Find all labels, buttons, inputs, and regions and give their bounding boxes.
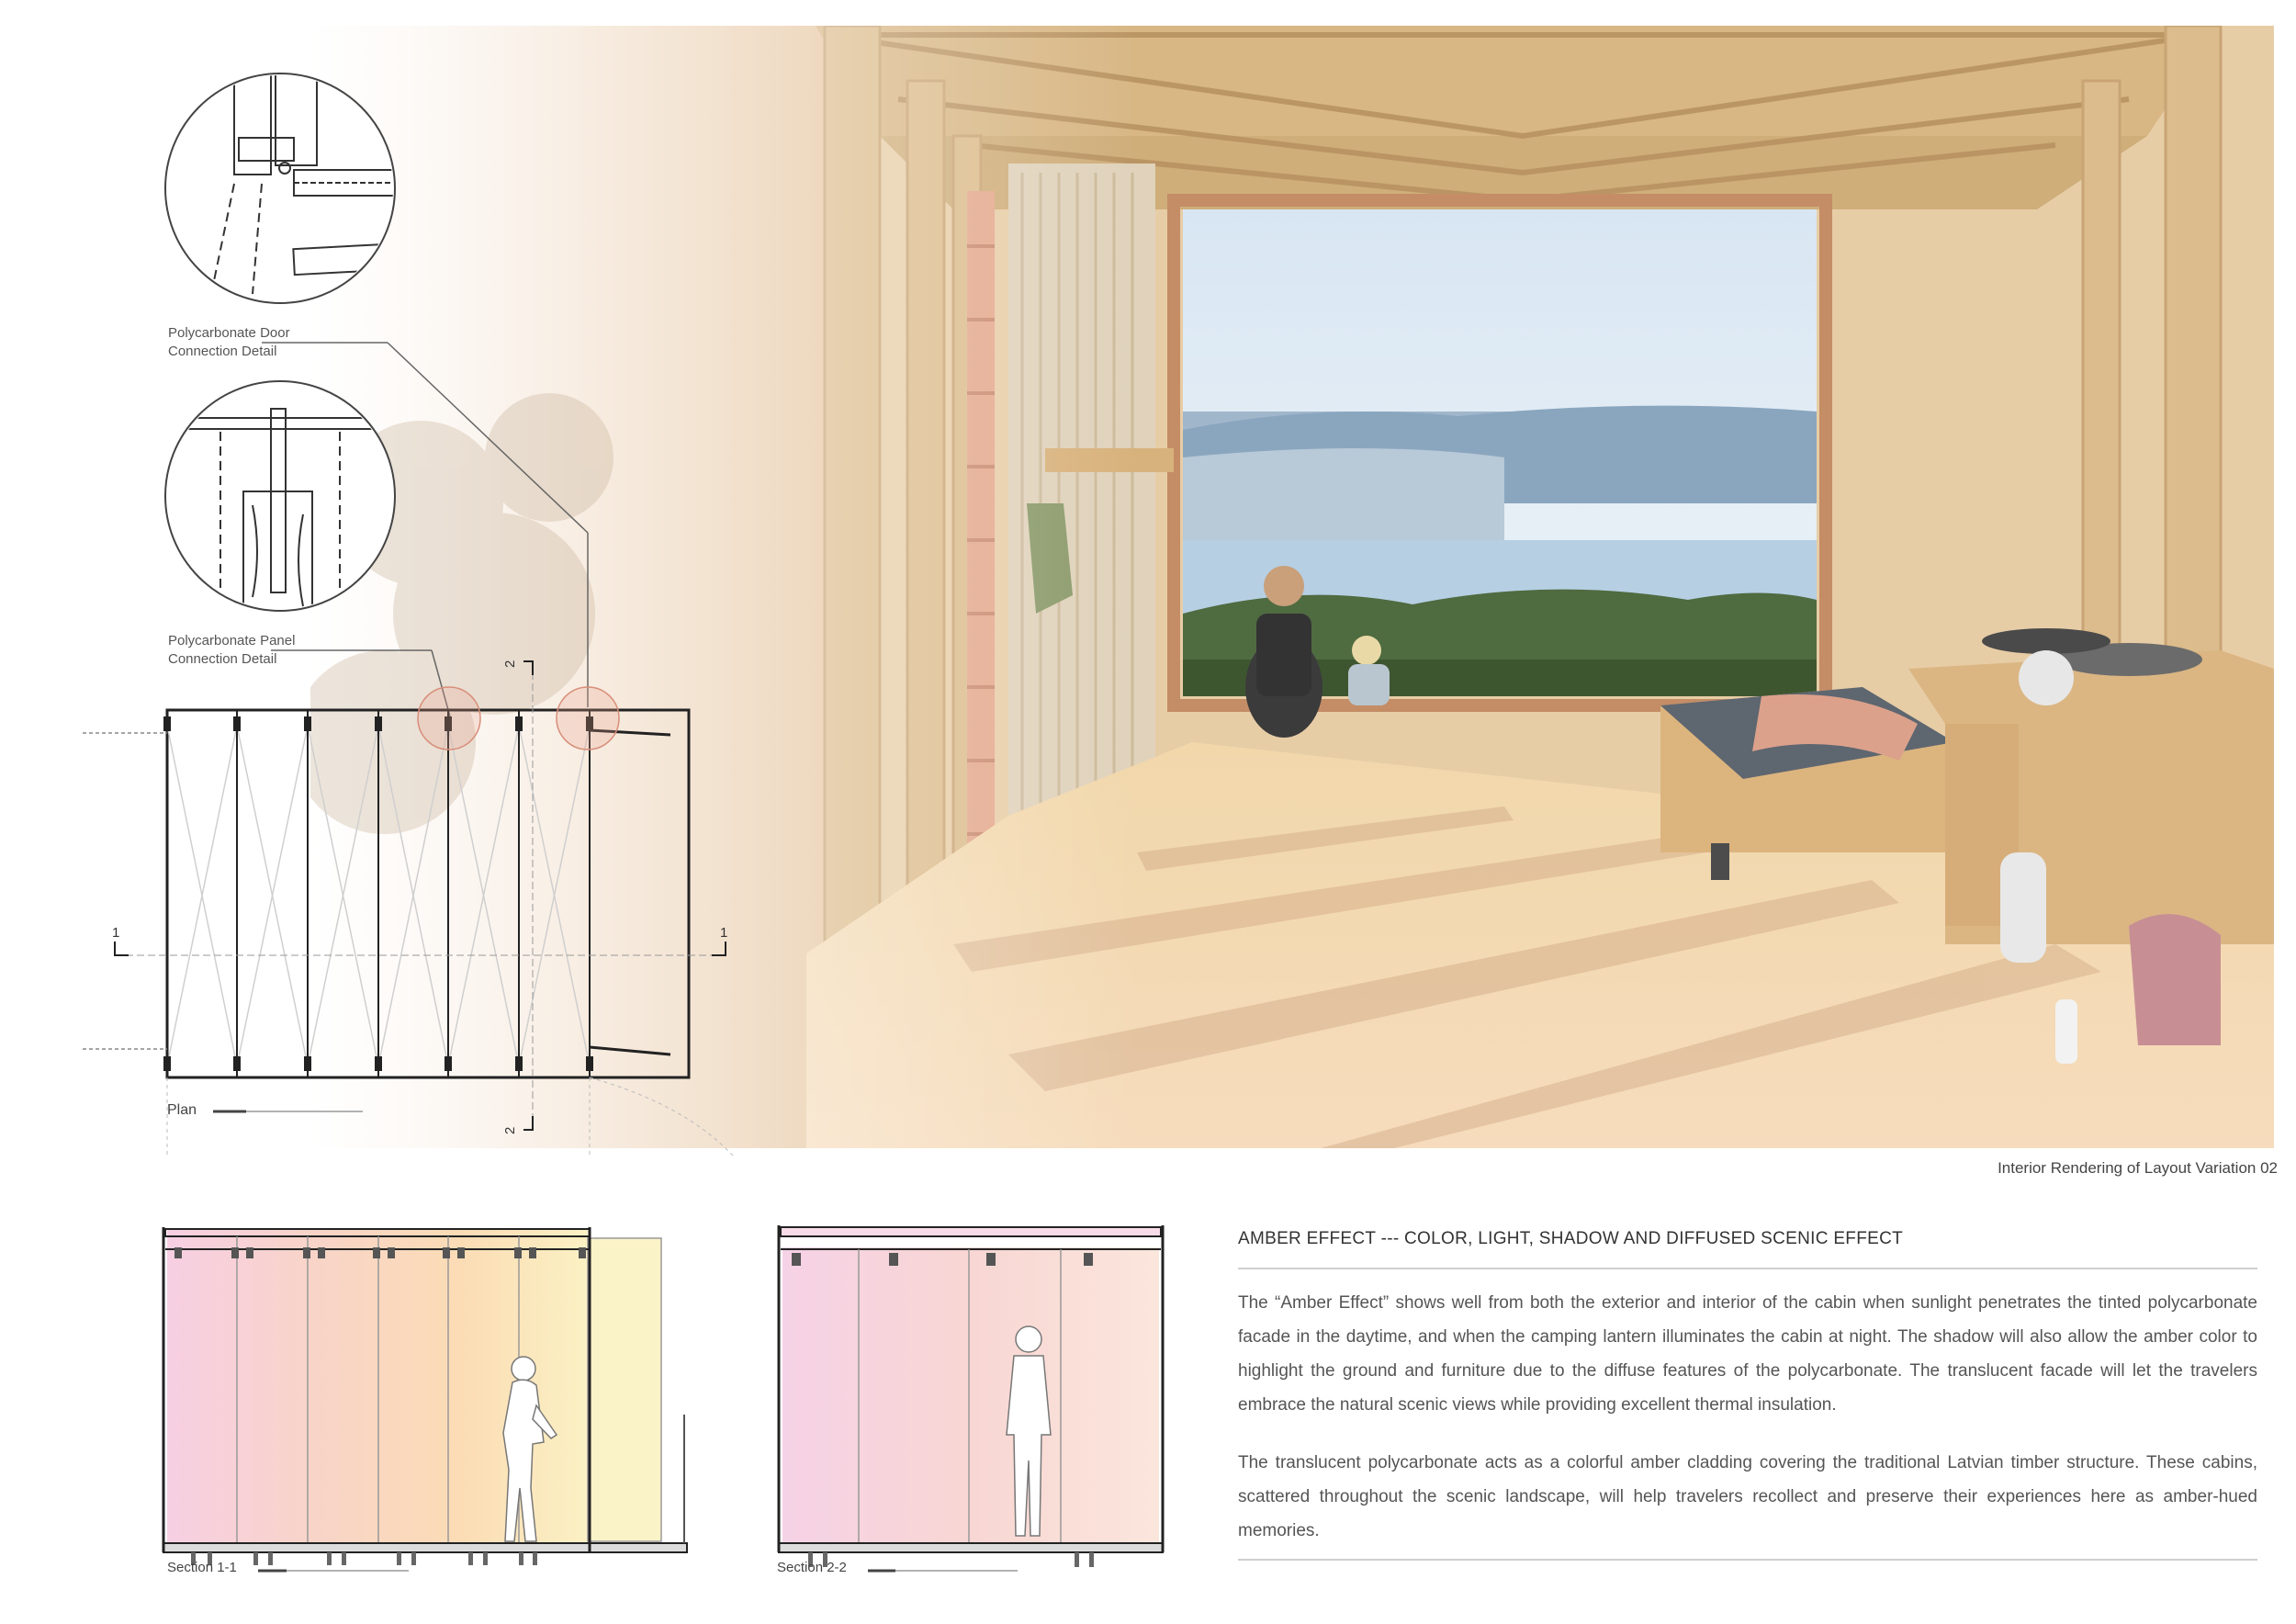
door-connection-detail [165, 73, 400, 303]
sections-drawing [147, 1194, 1176, 1598]
door-detail-label-1: Polycarbonate Door [168, 325, 290, 341]
section-mark-2-bottom: 2 [502, 1126, 518, 1134]
heading-divider [1238, 1268, 2257, 1269]
amber-effect-text-block [1238, 1229, 2257, 1561]
panel-detail-label-2: Connection Detail [168, 651, 277, 667]
paragraph-1: The “Amber Effect” shows well from both the exterior and interior of the cabin when sunlight penetrates the tinted polycarbonate facade in the daytime, and when the camping lantern illuminates the cabin at night. The shadow will also allow the amber color to highlight the ground and furniture due to the diffuse features of the polycarbonate. The translucent facade will let the travelers embrace the natural scenic views while providing excellent thermal insulation. [1238, 1293, 2257, 1415]
panel-detail-label-1: Polycarbonate Panel [168, 633, 296, 648]
rendering-caption: Interior Rendering of Layout Variation 02 [1998, 1159, 2278, 1177]
plan-and-details [0, 0, 753, 1157]
section-heading: AMBER EFFECT --- COLOR, LIGHT, SHADOW AND DIFFUSED SCENIC EFFECT [1238, 1229, 1904, 1248]
footer-divider [1238, 1559, 2257, 1561]
section-1-label: Section 1-1 [167, 1560, 237, 1575]
section-mark-2-top: 2 [502, 660, 518, 668]
panel-connection-detail [165, 381, 395, 611]
floor-plan [83, 661, 726, 1130]
paragraph-2: The translucent polycarbonate acts as a colorful amber cladding covering the traditional Latvian timber structure. These cabins, scattered throughout the scenic landscape, will help travelers recollect and preserve their experiences here as amber-hued memories. [1238, 1453, 2257, 1540]
door-detail-label-2: Connection Detail [168, 344, 277, 359]
section-2-2-drawing [779, 1225, 1163, 1567]
section-mark-1-right: 1 [720, 925, 728, 941]
section-2-label: Section 2-2 [777, 1560, 847, 1575]
plan-label: Plan [167, 1102, 197, 1118]
section-mark-1-left: 1 [112, 925, 120, 941]
section-1-1-drawing [163, 1227, 687, 1565]
